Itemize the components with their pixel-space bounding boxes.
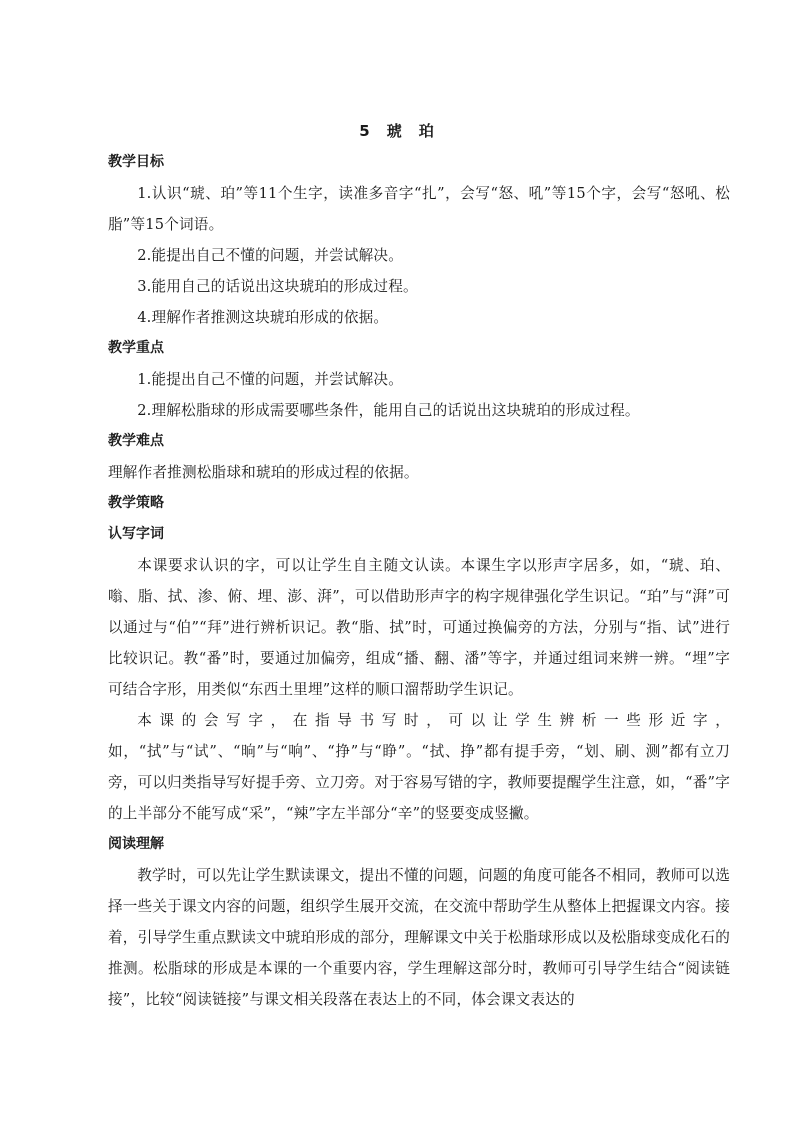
focus-item: 1.能提出自己不懂的问题，并尝试解决。 <box>137 371 404 388</box>
focus-item: 2.理解松脂球的形成需要哪些条件，能用自己的话说出这块琥珀的形成过程。 <box>137 402 640 419</box>
focus-heading: 教学重点 <box>108 340 164 356</box>
words-paragraph: 本课要求认识的字，可以让学生自主随文认读。本课生字以形声字居多，如，“琥、珀、嗡、脂、拭、渗、俯、埋、澎、湃”，可以借助形声字的构字规律强化学生识记。“珀”与“湃”可以通过与“伯”“拜”进行辨析识记。教“脂、拭”时，可通过换偏旁的方法，分别与“指、试”进行比较识记。教“番”时，要通过加偏旁，组成“播、翻、潘”等字，并通过组词来辨一辨。“埋”字可结合字形，用类似“东西土里埋”这样的顺口溜帮助学生识记。 <box>108 557 730 698</box>
reading-paragraph: 教学时，可以先让学生默读课文，提出不懂的问题，问题的角度可能各不相同，教师可以选择一些关于课文内容的问题，组织学生展开交流，在交流中帮助学生从整体上把握课文内容。接着，引导学生重点默读文中琥珀形成的部分，理解课文中关于松脂球形成以及松脂球变成化石的推测。松脂球的形成是本课的一个重要内容，学生理解这部分时，教师可引导学生结合“阅读链接”，比较“阅读链接”与课文相关段落在表达上的不同，体会课文表达的 <box>108 867 730 1008</box>
goal-item: 4.理解作者推测这块琥珀形成的依据。 <box>137 309 389 326</box>
page-title: 5 琥 珀 <box>359 122 435 140</box>
goal-item: 3.能用自己的话说出这块琥珀的形成过程。 <box>137 278 418 295</box>
strategy-heading: 教学策略 <box>108 495 164 511</box>
difficulty-text: 理解作者推测松脂球和琥珀的形成过程的依据。 <box>108 464 419 481</box>
words-paragraph: 本课的会写字，在指导书写时，可以让学生辨析一些形近字，如，“拭”与“试”、“晌”与“响”、“挣”与“睁”。“拭、挣”都有提手旁，“划、刷、测”都有立刀旁，可以归类指导写好提手旁、立刀旁。对于容易写错的字，教师要提醒学生注意，如，“番”字的上半部分不能写成“采”，“辣”字左半部分“辛”的竖要变成竖撇。 <box>108 712 730 822</box>
words-heading: 认写字词 <box>108 526 164 542</box>
goal-item: 1.认识“琥、珀”等11个生字，读准多音字“扎”，会写“怒、吼”等15个字，会写“怒吼、松脂”等15个词语。 <box>108 185 730 233</box>
goals-heading: 教学目标 <box>108 154 164 170</box>
document-body <box>108 147 730 1015</box>
goal-item: 2.能提出自己不懂的问题，并尝试解决。 <box>137 247 404 264</box>
reading-heading: 阅读理解 <box>108 836 164 852</box>
difficulty-heading: 教学难点 <box>108 433 164 449</box>
